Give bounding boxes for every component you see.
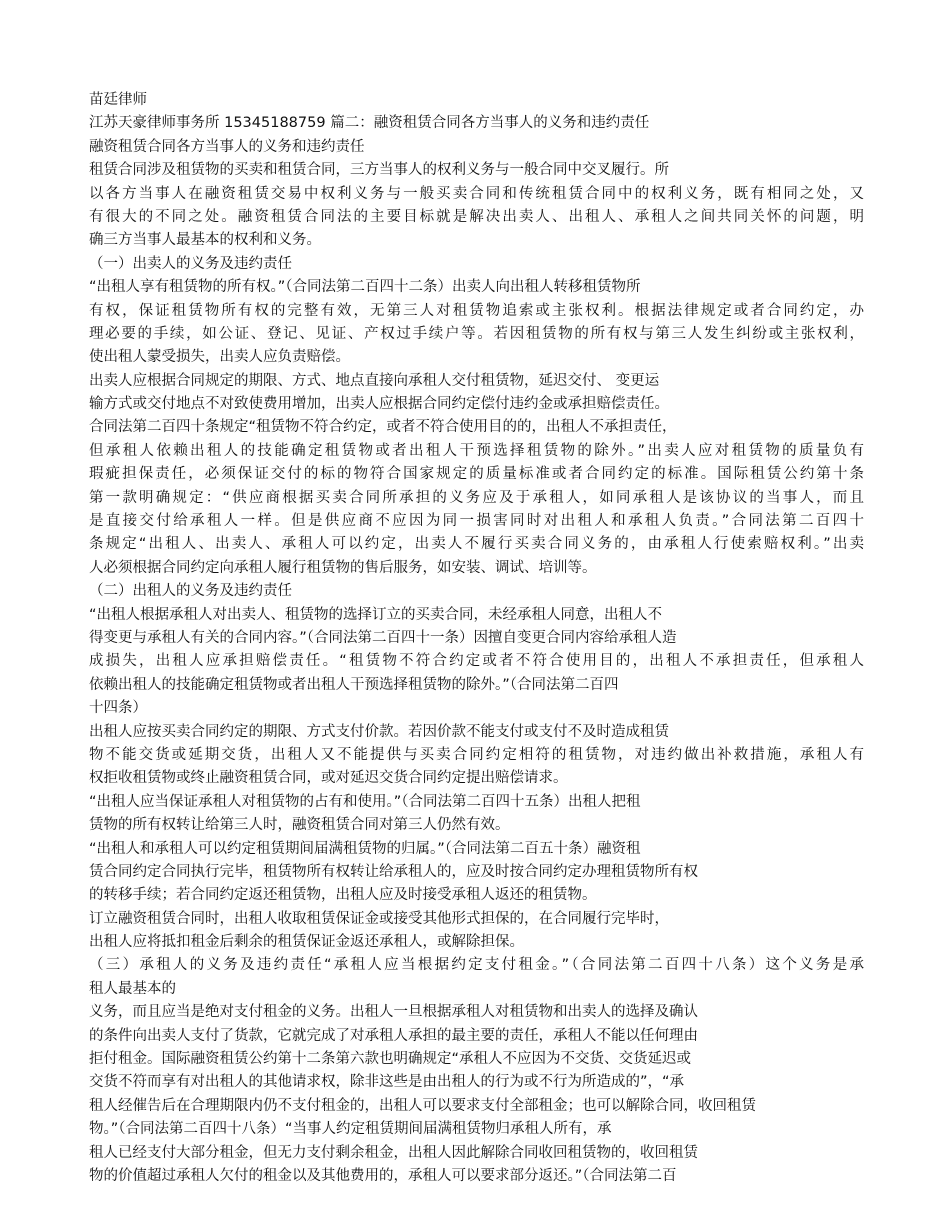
text-line: 成损失，出租人应承担赔偿责任。“租赁物不符合约定或者不符合使用目的，出租人不承担责任，但承租人 bbox=[89, 653, 864, 670]
text-line: 第一款明确规定：“供应商根据买卖合同所承担的义务应及于承租人，如同承租人是该协议的当事人，而且 bbox=[89, 489, 864, 506]
text-line: 有很大的不同之处。融资租赁合同法的主要目标就是解决出卖人、出租人、承租人之间共同关怀的问题，明 bbox=[89, 208, 864, 225]
text-line: 出租人应将抵扣租金后剩余的租赁保证金返还承租人，或解除担保。 bbox=[89, 934, 524, 951]
text-line: 出卖人应根据合同规定的期限、方式、地点直接向承租人交付租赁物，延迟交付、 变更运 bbox=[89, 372, 660, 389]
document-body bbox=[89, 89, 864, 1188]
text-line: 权拒收租赁物或终止融资租赁合同，或对延迟交货合同约定提出赔偿请求。 bbox=[89, 770, 568, 787]
text-line: 以各方当事人在融资租赁交易中权利义务与一般买卖合同和传统租赁合同中的权利义务，既有相同之处，又 bbox=[89, 185, 864, 202]
text-line: 义务，而且应当是绝对支付租金的义务。出租人一旦根据承租人对租赁物和出卖人的选择及确认 bbox=[89, 1004, 698, 1021]
text-line: 合同法第二百四十条规定“租赁物不符合约定，或者不符合使用目的的，出租人不承担责任， bbox=[89, 419, 677, 436]
text-line: 物的价值超过承租人欠付的租金以及其他费用的，承租人可以要求部分返还。”（合同法第二百 bbox=[89, 1167, 677, 1184]
text-line: 融资租赁合同各方当事人的义务和违约责任 bbox=[89, 138, 365, 155]
text-line: 租人经催告后在合理期限内仍不支付租金的，出租人可以要求支付全部租金；也可以解除合同，收回租赁 bbox=[89, 1097, 756, 1114]
text-line: 条规定“出租人、出卖人、承租人可以约定，出卖人不履行买卖合同义务的，由承租人行使索赔权利。”出卖 bbox=[89, 536, 864, 553]
text-line: （二）出租人的义务及违约责任 bbox=[89, 583, 292, 600]
text-line: 交货不符而享有对出租人的其他请求权，除非这些是由出租人的行为或不行为所造成的”，“承 bbox=[89, 1074, 685, 1091]
text-line: 苗廷律师 bbox=[89, 92, 147, 108]
text-line: 物不能交货或延期交货，出租人又不能提供与买卖合同约定相符的租赁物，对违约做出补救措施，承租人有 bbox=[89, 746, 864, 763]
text-line: 租人最基本的 bbox=[89, 980, 176, 997]
text-line: 江苏天豪律师事务所 15345188759 篇二：融资租赁合同各方当事人的义务和违约责任 bbox=[89, 115, 650, 132]
text-line: 十四条） bbox=[89, 700, 147, 717]
text-line: 但承租人依赖出租人的技能确定租赁物或者出租人干预选择租赁物的除外。”出卖人应对租赁物的质量负有 bbox=[89, 442, 864, 459]
text-line: “出租人应当保证承租人对租赁物的占有和使用。”（合同法第二百四十五条）出租人把租 bbox=[89, 793, 641, 810]
text-line: “出租人根据承租人对出卖人、租赁物的选择订立的买卖合同，未经承租人同意，出租人不 bbox=[89, 606, 663, 623]
text-line: 租赁合同涉及租赁物的买卖和租赁合同，三方当事人的权利义务与一般合同中交叉履行。所 bbox=[89, 162, 669, 179]
text-line: 赁物的所有权转让给第三人时，融资租赁合同对第三人仍然有效。 bbox=[89, 817, 510, 834]
text-line: 的转移手续；若合同约定返还租赁物，出租人应及时接受承租人返还的租赁物。 bbox=[89, 887, 597, 904]
text-line: 的条件向出卖人支付了货款，它就完成了对承租人承担的最主要的责任，承租人不能以任何理由 bbox=[89, 1027, 698, 1044]
text-line: 依赖出租人的技能确定租赁物或者出租人干预选择租赁物的除外。”（合同法第二百四 bbox=[89, 676, 619, 693]
text-line: 赁合同约定合同执行完毕，租赁物所有权转让给承租人的，应及时按合同约定办理租赁物所有权 bbox=[89, 863, 698, 880]
text-line: 拒付租金。国际融资租赁公约第十二条第六款也明确规定“承租人不应因为不交货、交货延迟或 bbox=[89, 1051, 692, 1068]
text-line: 瑕疵担保责任，必须保证交付的标的物符合国家规定的质量标准或者合同约定的标准。国际租赁公约第十条 bbox=[89, 466, 864, 483]
text-line: 出租人应按买卖合同约定的期限、方式支付价款。若因价款不能支付或支付不及时造成租赁 bbox=[89, 723, 669, 740]
text-line: 人必须根据合同约定向承租人履行租赁物的售后服务，如安装、调试、培训等。 bbox=[89, 559, 597, 576]
text-line: 租人已经支付大部分租金，但无力支付剩余租金，出租人因此解除合同收回租赁物的，收回租赁 bbox=[89, 1144, 698, 1161]
text-line: （一）出卖人的义务及违约责任 bbox=[89, 255, 292, 272]
text-line: 物。”（合同法第二百四十八条）“当事人约定租赁期间届满租赁物归承租人所有，承 bbox=[89, 1121, 612, 1138]
text-line: 得变更与承租人有关的合同内容。”（合同法第二百四十一条）因擅自变更合同内容给承租人造 bbox=[89, 629, 677, 646]
text-line: 输方式或交付地点不对致使费用增加，出卖人应根据合同约定偿付违约金或承担赔偿责任。 bbox=[89, 396, 669, 413]
text-line: 确三方当事人最基本的权利和义务。 bbox=[89, 232, 321, 249]
text-line: “出租人和承租人可以约定租赁期间届满租赁物的归属。”（合同法第二百五十条）融资租 bbox=[89, 840, 641, 857]
text-line: 有权，保证租赁物所有权的完整有效，无第三人对租赁物追索或主张权利。根据法律规定或者合同约定，办 bbox=[89, 302, 864, 319]
text-line: 使出租人蒙受损失，出卖人应负责赔偿。 bbox=[89, 349, 350, 366]
text-line: 是直接交付给承租人一样。但是供应商不应因为同一损害同时对出租人和承租人负责。”合同法第二百四十 bbox=[89, 513, 864, 530]
text-line: 订立融资租赁合同时，出租人收取租赁保证金或接受其他形式担保的，在合同履行完毕时， bbox=[89, 910, 669, 927]
text-line: （三）承租人的义务及违约责任“承租人应当根据约定支付租金。”（合同法第二百四十八条）这个义务是承 bbox=[89, 957, 864, 974]
text-line: 理必要的手续，如公证、登记、见证、产权过手续户等。若因租赁物的所有权与第三人发生纠纷或主张权利， bbox=[89, 325, 864, 342]
text-line: “出租人享有租赁物的所有权。”（合同法第二百四十二条）出卖人向出租人转移租赁物所 bbox=[89, 279, 641, 296]
